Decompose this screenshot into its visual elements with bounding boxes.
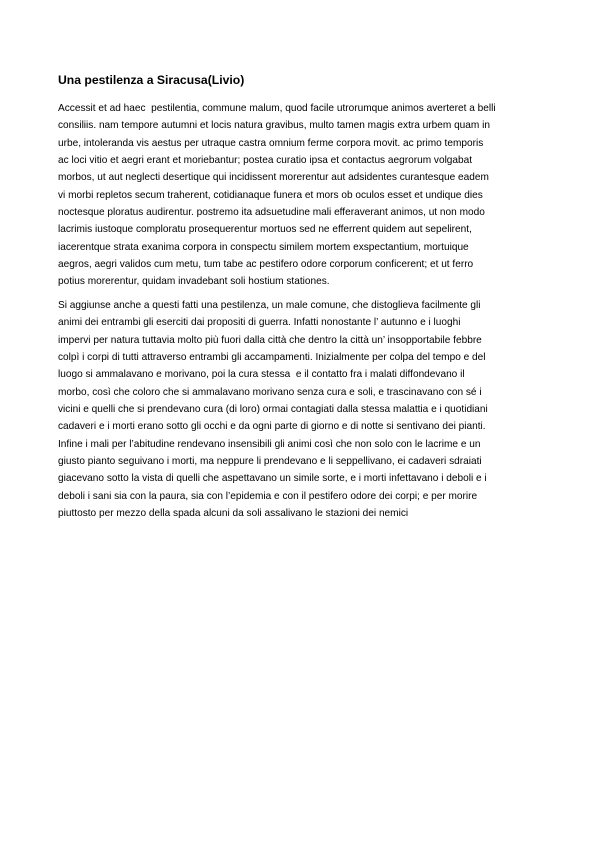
text-line: Infine i mali per l’abitudine rendevano insensibili gli animi così che non solo con le lacrime e un (58, 438, 481, 450)
text-line: consiliis. nam tempore autumni et locis natura gravibus, multo tamen magis extra urbem quam in (58, 120, 490, 132)
text-line: noctesque ploratus audirentur. postremo ita adsuetudine mali efferaverant animos, ut non modo (58, 207, 485, 219)
document-title: Una pestilenza a Siracusa(Livio) (58, 73, 245, 87)
text-line: aegros, aegri validos cum metu, tum tabe ac pestifero odore corporum conficerent; et ut ferro (58, 259, 474, 271)
text-line: morbo, così che coloro che si ammalavano morivano senza cura e soli, e trascinavano con sé i (58, 386, 482, 398)
text-line: iacerentque strata exanima corpora in conspectu similem mortem exspectantium, mortuique (58, 241, 469, 253)
text-line: potius morerentur, quidam invadebant soli hostium stationes. (58, 276, 330, 288)
text-line: piuttosto per mezzo della spada alcuni da soli assalivano le stazioni dei nemici (58, 508, 409, 520)
text-line: giusto pianto seguivano i morti, ma neppure li prendevano e li seppellivano, ei cadaveri sdraiati (58, 456, 482, 468)
text-line: morbos, ut aut neglecti desertique qui incidissent morerentur aut adsidentes curantesque eadem (58, 172, 489, 184)
text-line: vicini e quelli che si prendevano cura (di loro) ormai contagiati dalla stessa malattia e i quotidiani (58, 404, 488, 416)
text-line: Si aggiunse anche a questi fatti una pestilenza, un male comune, che distoglieva facilmente gli (58, 300, 481, 311)
text-line: urbe, intoleranda vis aestus per utraque castra omnium ferme corpora movit. ac primo temporis (58, 137, 484, 149)
text-line: giacevano sotto la vista di quelli che aspettavano un simile sorte, e i morti infettavano i deboli e i (58, 473, 487, 485)
text-line: animi dei entrambi gli eserciti dai propositi di guerra. Infatti nonostante l’ autunno e i luoghi (58, 317, 461, 329)
text-line: vi morbi repletos secum traherent, cotidianaque funera et mors ob oculos esset et undique dies (58, 189, 483, 201)
text-line: lacrimis iustoque comploratu prosequerentur mortuos sed ne efferrent quidem aut sepelirent, (58, 224, 472, 236)
text-line: colpì i corpi di tutti attraverso entrambi gli accampamenti. Inizialmente per colpa del tempo e del (58, 352, 486, 364)
text-line: Accessit et ad haec pestilentia, commune malum, quod facile utrorumque animos averteret a belli (58, 103, 496, 114)
text-line: luogo si ammalavano e morivano, poi la cura stessa e il contatto fra i malati diffondevano il (58, 369, 465, 381)
latin-paragraph (58, 100, 496, 291)
text-line: ac loci vitio et aegri erant et moriebantur; postea curatio ipsa et contactus aegrorum volgabat (58, 155, 473, 167)
italian-paragraph (58, 297, 488, 522)
text-line: impervi per natura tuttavia molto più fuori dalla città che dentro la città un’ insopportabile febbre (58, 334, 482, 346)
text-line: cadaveri e i morti erano sotto gli occhi e da ogni parte di giorno e di notte si sentivano dei pianti. (58, 421, 486, 433)
text-line: deboli i sani sia con la paura, sia con l’epidemia e con il pestifero odore dei corpi; e per morire (58, 490, 478, 502)
